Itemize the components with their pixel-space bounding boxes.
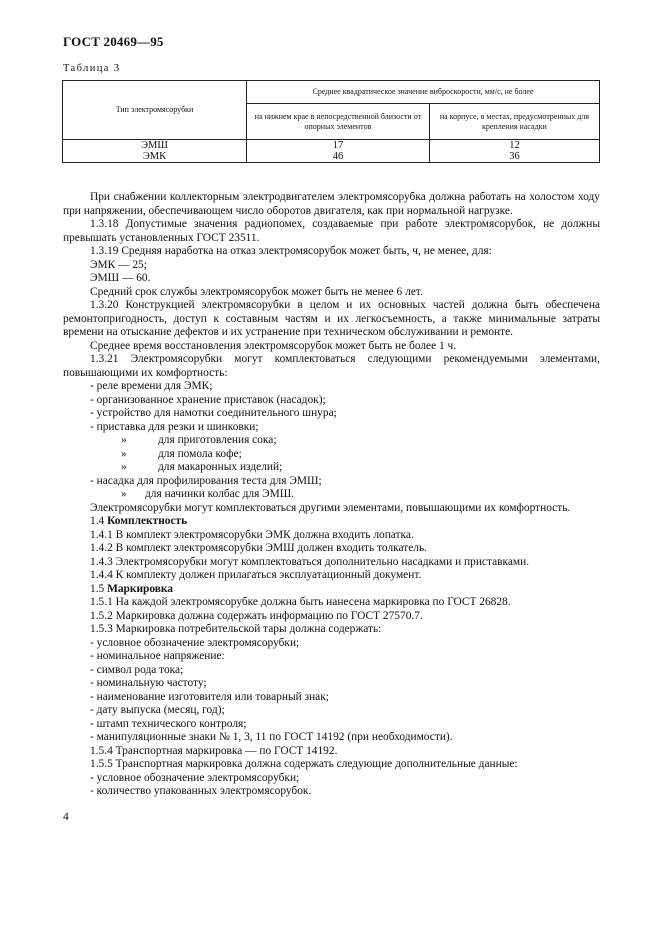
section-title: Маркировка: [107, 582, 173, 595]
column-header-bottom-edge: на нижнем крае в непосредственной близости от опорных элементов: [247, 104, 430, 140]
list-item: - реле времени для ЭМК;: [90, 380, 213, 392]
paragraph-1-5-5: 1.5.5 Транспортная маркировка должна содержать следующие дополнительные данные:: [90, 758, 518, 770]
section-heading-1-4: [63, 515, 600, 529]
row-emsh-bottom-edge: 17: [332, 140, 344, 151]
table-cell-bottom-edge: [247, 140, 430, 163]
sub-list-text: для макаронных изделий;: [158, 461, 283, 473]
paragraph-1-5-4: 1.5.4 Транспортная маркировка — по ГОСТ 14192.: [90, 744, 338, 757]
section-title: Комплектность: [107, 515, 188, 527]
paragraph-1-5-3: 1.5.3 Маркировка потребительской тары должна содержать:: [90, 623, 382, 635]
ditto-mark: »: [121, 447, 127, 460]
list-item: - манипуляционные знаки № 1, 3, 11 по ГОСТ 14192 (при необходимости).: [90, 731, 453, 743]
list-item: - устройство для намотки соединительного шнура;: [90, 407, 337, 419]
paragraph-1-4-3: 1.4.3 Электромясорубки могут комплектоваться дополнительно насадками и приставками.: [90, 555, 530, 568]
paragraph-1-3-19: 1.3.19 Средняя наработка на отказ электромясорубок может быть, ч, не менее, для:: [90, 245, 492, 257]
list-item: - наименование изготовителя или товарный знак;: [90, 690, 329, 703]
paragraph-1-5-2: 1.5.2 Маркировка должна содержать информацию по ГОСТ 27570.7.: [90, 609, 423, 622]
paragraph-1-4-2: 1.4.2 В комплект электромясорубки ЭМШ должен входить толкатель.: [90, 542, 428, 554]
paragraph-1-3-18: 1.3.18 Допустимые значения радиопомех, создаваемые при работе электромясорубок, не должны превышать установленных ГОСТ 23511.: [63, 218, 600, 244]
paragraph-motor: При снабжении коллекторным электродвигателем электромясорубка должна работать на холостом ходу при напряжении, обеспечивающем число оборотов двигателя, как при нормальной нагрузке.: [63, 191, 600, 217]
sub-list-item: [63, 488, 600, 502]
paragraph-1-3-21: 1.3.21 Электромясорубки могут комплектоваться следующими рекомендуемыми элементами, повышающими их комфортность:: [63, 353, 600, 379]
row-emk-type: ЭМК: [142, 151, 167, 162]
standard-header: ГОСТ 20469—95: [63, 34, 164, 49]
mtbf-emk: ЭМК — 25;: [90, 258, 147, 271]
sub-list-text: для приготовления сока;: [158, 434, 277, 446]
list-item: - дату выпуска (месяц, год);: [90, 704, 225, 716]
row-emk-bottom-edge: 46: [332, 151, 344, 162]
list-item: - номинальную частоту;: [90, 677, 207, 689]
ditto-mark: »: [121, 488, 127, 500]
list-item: - количество упакованных электромясорубок.: [90, 785, 312, 797]
table-row: [63, 140, 600, 163]
paragraph-1-5-1: 1.5.1 На каждой электромясорубке должна быть нанесена маркировка по ГОСТ 26828.: [90, 596, 511, 608]
ditto-mark: »: [121, 434, 127, 446]
paragraph-service-life: Средний срок службы электромясорубок может быть не менее 6 лет.: [90, 285, 423, 298]
vibration-table: [62, 80, 600, 163]
section-number: 1.5: [90, 582, 105, 595]
sub-list-item: [63, 461, 600, 475]
column-header-housing: на корпусе, в местах, предусмотренных для крепления насадки: [429, 104, 599, 140]
row-emsh-housing: 12: [509, 140, 520, 151]
page-number: 4: [63, 811, 69, 823]
section-heading-1-5: [63, 583, 600, 597]
list-item: - условное обозначение электромясорубки;: [90, 771, 300, 784]
list-item: - символ рода тока;: [90, 663, 184, 676]
paragraph-1-3-20: 1.3.20 Конструкцией электромясорубки в целом и их основных частей должна быть обеспечена ремонтопригодность, доступ к составным частям и их легкосъемность, а также минимальные затраты времени на отыскание дефектов и их устранение при техническом обслуживании и ремонте.: [63, 299, 600, 338]
paragraph-restore-time: Среднее время восстановления электромясорубок может быть не более 1 ч.: [90, 339, 457, 352]
table-caption: Таблица 3: [63, 63, 121, 74]
paragraph-1-4-1: 1.4.1 В комплект электромясорубки ЭМК должна входить лопатка.: [90, 528, 414, 541]
list-item: - организованное хранение приставок (насадок);: [90, 393, 326, 406]
sub-list-text: для помола кофе;: [158, 447, 242, 460]
list-item: - номинальное напряжение:: [90, 650, 225, 662]
table-cell-housing: [429, 140, 599, 163]
column-header-vibration: Среднее квадратическое значение виброскорости, мм/с, не более: [247, 81, 600, 104]
ditto-mark: »: [121, 461, 127, 473]
column-header-type: Тип электромясорубки: [63, 81, 247, 140]
table-cell-type: [63, 140, 247, 163]
row-emsh-type: ЭМШ: [141, 140, 168, 151]
paragraph-other-elements: Электромясорубки могут комплектоваться другими элементами, повышающими их комфортность.: [90, 501, 571, 514]
list-item: - насадка для профилирования теста для ЭМШ;: [90, 474, 322, 487]
sub-list-item: [63, 448, 600, 462]
list-item: - условное обозначение электромясорубки;: [90, 636, 300, 649]
mtbf-emsh: ЭМШ — 60.: [90, 272, 151, 284]
sub-list-text: для начинки колбас для ЭМШ.: [145, 488, 295, 500]
list-item: - приставка для резки и шинковки;: [90, 420, 259, 433]
section-number: 1.4: [90, 515, 105, 527]
paragraph-1-4-4: 1.4.4 К комплекту должен прилагаться эксплуатационный документ.: [90, 569, 422, 581]
row-emk-housing: 36: [509, 151, 520, 162]
sub-list-item: [63, 434, 600, 448]
list-item: - штамп технического контроля;: [90, 717, 247, 730]
body-text: [63, 191, 600, 799]
